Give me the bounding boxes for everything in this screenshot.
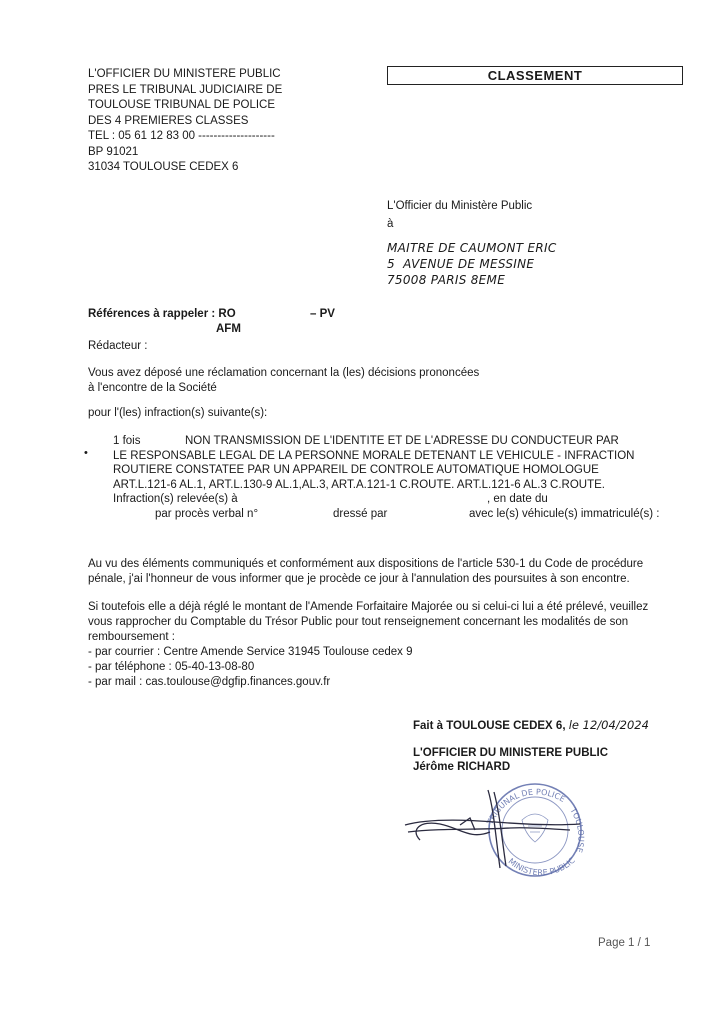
stamp-seal-icon [400,770,600,880]
infraction-block [113,434,660,521]
payment-paragraph [88,600,648,690]
signoff-place: Fait à TOULOUSE CEDEX 6, [413,720,566,732]
infraction-count: 1 fois [113,435,141,447]
infraction-dresse-par: dressé par [333,507,388,520]
recipient-line: 5 AVENUE DE MESSINE [387,257,535,271]
sender-line: L'OFFICIER DU MINISTERE PUBLIC [88,68,281,80]
references-afm: AFM [216,323,241,335]
payment-line: vous rapprocher du Comptable du Trésor Public pour tout renseignement concernant les modalités de son [88,616,629,628]
infraction-date-du: , en date du [487,493,548,505]
infraction-line: NON TRANSMISSION DE L'IDENTITE ET DE L'ADRESSE DU CONDUCTEUR PAR [185,435,619,447]
from-line: L'Officier du Ministère Public [387,200,533,212]
intro-line: à l'encontre de la Société [88,382,217,394]
infraction-vehicule: avec le(s) véhicule(s) immatriculé(s) : [469,507,660,520]
page-number: Page 1 / 1 [598,937,651,949]
infraction-line: LE RESPONSABLE LEGAL DE LA PERSONNE MORALE DETENANT LE VEHICULE - INFRACTION [113,449,635,462]
signer-title: L'OFFICIER DU MINISTERE PUBLIC [413,747,609,759]
official-stamp-and-signature [400,770,600,885]
recipient-line: 75008 PARIS 8EME [387,273,506,287]
payment-mail: - par mail : cas.toulouse@dgfip.finances.gouv.fr [88,676,331,688]
sender-address [88,67,282,176]
decision-line: Au vu des éléments communiqués et conformément aux dispositions de l'article 530-1 du Code de procédure [88,558,644,570]
intro-line: Vous avez déposé une réclamation concernant la (les) décisions prononcées [88,367,480,379]
payment-line: Si toutefois elle a déjà réglé le montant de l'Amende Forfaitaire Majorée ou si celui-ci lui a été prélevé, veuillez [88,601,649,613]
recipient-address [387,240,557,288]
sender-line: 31034 TOULOUSE CEDEX 6 [88,161,239,173]
classement-title-box [387,66,683,85]
references-pv: – PV [310,308,335,320]
signoff-date: le 12/04/2024 [568,718,649,732]
signoff-place-date [413,718,649,734]
svg-text:MINISTERE PUBLIC [507,856,577,878]
payment-line: remboursement : [88,631,175,643]
from-block [387,199,532,232]
infraction-relevee: Infraction(s) relevée(s) à [113,493,238,505]
sender-line: DES 4 PREMIERES CLASSES [88,114,249,127]
redacteur-label: Rédacteur : [88,340,148,352]
stamp-right-text: TOULOUSE [568,806,586,854]
classement-title: CLASSEMENT [487,68,583,83]
sender-line: TOULOUSE TRIBUNAL DE POLICE [88,99,276,111]
infractions-label: pour l'(les) infraction(s) suivante(s): [88,407,268,419]
sender-phone: TEL : 05 61 12 83 00 -------------------- [88,130,275,142]
from-to: à [387,218,394,230]
decision-line: pénale, j'ai l'honneur de vous informer que je procède ce jour à l'annulation des poursuites à son encontre. [88,573,630,585]
references-label: Références à rappeler : RO [88,308,236,320]
svg-text:TOULOUSE [568,805,586,853]
infraction-line: ROUTIERE CONSTATEE PAR UN APPAREIL DE CONTROLE AUTOMATIQUE HOMOLOGUE [113,464,599,476]
stamp-bottom-text: MINISTERE PUBLIC [506,855,577,878]
sender-line: BP 91021 [88,145,139,158]
intro-paragraph [88,366,479,396]
recipient-line: MAITRE DE CAUMONT ERIC [387,241,557,255]
references-block [88,307,388,354]
decision-paragraph [88,557,643,587]
payment-telephone: - par téléphone : 05-40-13-08-80 [88,661,255,673]
infraction-pv-number: par procès verbal n° [155,507,259,520]
payment-courrier: - par courrier : Centre Amende Service 31945 Toulouse cedex 9 [88,646,413,658]
bullet: • [84,447,88,459]
signer-name: Jérôme RICHARD [413,761,511,773]
infraction-articles: ART.L.121-6 AL.1, ART.L.130-9 AL.1,AL.3, ART.A.121-1 C.ROUTE. ART.L.121-6 AL.3 C.ROUTE. [113,478,605,491]
stamp-top-text: TRIBUNAL DE POLICE [485,787,567,826]
sender-line: PRES LE TRIBUNAL JUDICIAIRE DE [88,83,283,96]
